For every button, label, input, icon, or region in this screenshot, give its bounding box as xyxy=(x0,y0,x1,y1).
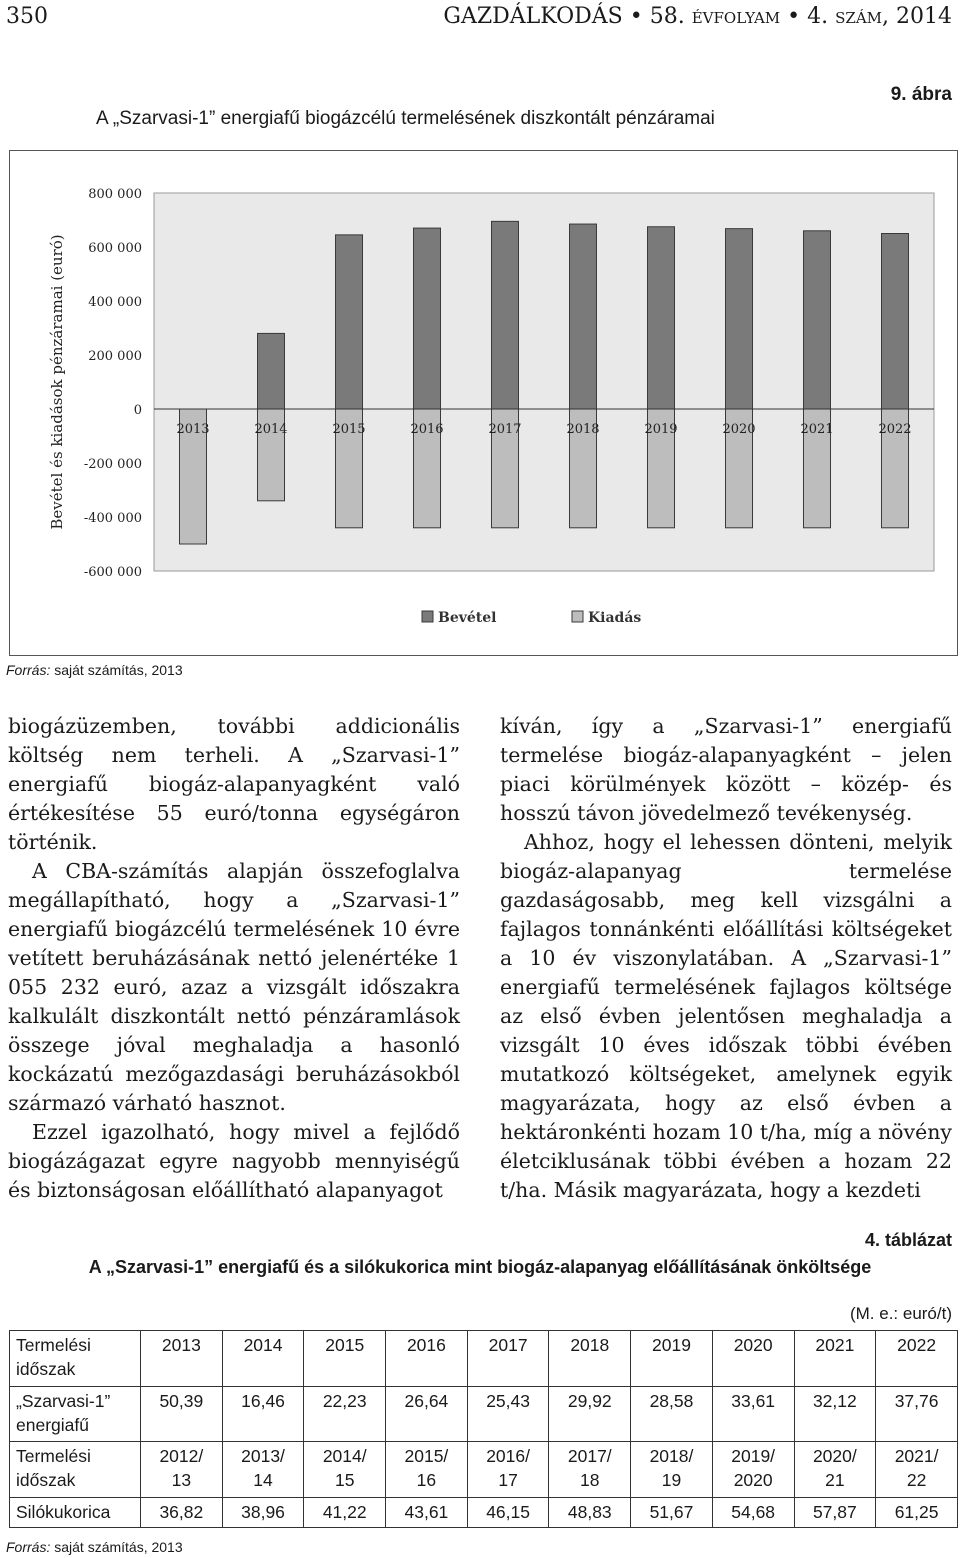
row-label-line: időszak xyxy=(16,1470,76,1491)
cell-line: 2013/ xyxy=(241,1446,285,1467)
row-label xyxy=(10,1331,141,1387)
table-cell xyxy=(876,1442,958,1498)
table-source xyxy=(6,1539,183,1555)
table-cell xyxy=(631,1442,713,1498)
cell-line: 2017/ xyxy=(567,1446,612,1467)
table-cell xyxy=(386,1442,468,1498)
table-cell xyxy=(386,1497,468,1527)
cell-line: 2012/ xyxy=(159,1446,204,1467)
table-cell xyxy=(304,1386,386,1442)
cell-line: 17 xyxy=(498,1470,518,1491)
bar-bevétel xyxy=(804,231,831,409)
y-tick-label: -600 000 xyxy=(83,565,142,580)
row-label xyxy=(10,1442,141,1498)
row-label-line: Silókukorica xyxy=(16,1501,111,1522)
table-cell xyxy=(631,1386,713,1442)
journal-volume: 58. évfolyam xyxy=(649,4,781,29)
paragraph: biogázüzemben, további addicionális költség nem terheli. A „Szarvasi-1” energiafű biogáz-alapanyagként való értékesítése 55 euró/tonna egységáron történik. xyxy=(8,714,460,854)
cell-line: 2014/ xyxy=(322,1446,367,1467)
cell-line: 2016/ xyxy=(486,1446,530,1467)
x-tick-label: 2016 xyxy=(410,422,444,437)
cell-line: 2021 xyxy=(815,1335,855,1355)
journal-header xyxy=(443,4,952,29)
cell-line: 21 xyxy=(825,1470,845,1491)
x-tick-label: 2014 xyxy=(254,422,288,437)
cell-line: 14 xyxy=(253,1470,273,1491)
table-title: A „Szarvasi-1” energiafű és a silókukorica mint biogáz-alapanyag előállításának önköltsége xyxy=(88,1257,872,1277)
table-cell xyxy=(222,1442,304,1498)
cell-line: 22,23 xyxy=(322,1390,367,1411)
table-cell xyxy=(304,1331,386,1387)
legend-label: Kiadás xyxy=(588,610,642,626)
bar-bevétel xyxy=(726,229,753,409)
cell-line: 36,82 xyxy=(159,1501,204,1522)
y-tick-label: 800 000 xyxy=(88,187,142,202)
y-tick-label: -400 000 xyxy=(83,511,142,526)
table-row xyxy=(10,1331,958,1387)
legend-label: Bevétel xyxy=(438,610,497,626)
bar-bevétel xyxy=(492,221,519,409)
table-cell xyxy=(549,1442,631,1498)
table-cell xyxy=(712,1497,794,1527)
table-row xyxy=(10,1386,958,1442)
cell-line: 37,76 xyxy=(894,1390,939,1411)
table-cell xyxy=(794,1331,876,1387)
table-cell xyxy=(549,1497,631,1527)
figure-title: A „Szarvasi-1” energiafű biogázcélú termelésének diszkontált pénzáramai xyxy=(96,108,715,129)
table-cell xyxy=(222,1386,304,1442)
paragraph: Ezzel igazolható, hogy mivel a fejlődő biogázágazat egyre nagyobb mennyiségű és biztonságosan előállítható alapanyagot xyxy=(8,1120,460,1202)
bar-chart xyxy=(10,151,957,655)
cell-line: 48,83 xyxy=(567,1501,612,1522)
table-cell xyxy=(712,1442,794,1498)
cell-line: 61,25 xyxy=(894,1501,939,1522)
journal-name: GAZDÁLKODÁS xyxy=(443,4,623,29)
chart-frame xyxy=(9,150,958,656)
cell-line: 2015 xyxy=(325,1335,365,1355)
figure-source-text: saját számítás, 2013 xyxy=(54,662,183,678)
table-cell xyxy=(222,1331,304,1387)
y-tick-label: 0 xyxy=(133,403,142,418)
cell-line: 15 xyxy=(334,1470,355,1491)
table-cell xyxy=(467,1442,549,1498)
figure-source xyxy=(6,662,183,678)
cell-line: 22 xyxy=(906,1470,927,1491)
x-tick-label: 2018 xyxy=(566,422,600,437)
row-label-line: energiafű xyxy=(16,1414,89,1435)
legend-swatch xyxy=(422,611,433,622)
journal-issue: 4. szám, 2014 xyxy=(807,4,952,29)
x-tick-label: 2021 xyxy=(800,422,834,437)
table-cell xyxy=(712,1386,794,1442)
table-cell xyxy=(631,1331,713,1387)
cell-line: 38,96 xyxy=(241,1501,285,1522)
table-cell xyxy=(876,1497,958,1527)
paragraph: Ahhoz, hogy el lehessen dönteni, melyik biogáz-alapanyag termelése gazdaságosabb, meg kell vizsgálni a fajlagos tonnánkénti előállítási költségeket a 10 év viszonylatában. A „Szarvasi-1” energiafű termelésének fajlagos költsége az első évben jelentősen meghaladja a vizsgált 10 éves időszak többi évében mutatkozó költségeket, amelynek egyik magyarázata, hogy az első évben a hektáronkénti hozam 10 t/ha, míg a növény életciklusának többi évében a hozam 22 t/ha. Másik magyarázata, hogy a kezdeti xyxy=(500,830,952,1202)
page-number: 350 xyxy=(6,4,48,29)
row-label xyxy=(10,1386,141,1442)
cell-line: 50,39 xyxy=(159,1390,204,1411)
cell-line: 2013 xyxy=(161,1335,201,1355)
table-cell xyxy=(304,1497,386,1527)
table-cell xyxy=(712,1331,794,1387)
x-tick-label: 2019 xyxy=(644,422,678,437)
cell-line: 43,61 xyxy=(404,1501,449,1522)
x-tick-label: 2022 xyxy=(878,422,912,437)
cell-line: 54,68 xyxy=(731,1501,776,1522)
bar-bevétel xyxy=(882,234,909,410)
cell-line: 2018/ xyxy=(649,1446,694,1467)
cell-line: 2014 xyxy=(243,1335,283,1355)
table-cell xyxy=(549,1386,631,1442)
cell-line: 2020 xyxy=(733,1335,773,1355)
y-tick-label: 600 000 xyxy=(88,241,142,256)
cell-line: 2022 xyxy=(897,1335,937,1355)
table-cell xyxy=(876,1386,958,1442)
bar-bevétel xyxy=(570,224,597,409)
cell-line: 2017 xyxy=(488,1335,528,1355)
table-row xyxy=(10,1497,958,1527)
x-tick-label: 2015 xyxy=(332,422,366,437)
x-tick-label: 2013 xyxy=(176,422,210,437)
cost-table xyxy=(9,1330,958,1528)
y-tick-label: 200 000 xyxy=(88,349,142,364)
cell-line: 16,46 xyxy=(241,1390,285,1411)
cell-line: 32,12 xyxy=(812,1390,857,1411)
header-bullet: • xyxy=(629,4,643,29)
table-cell xyxy=(794,1497,876,1527)
row-label-line: időszak xyxy=(16,1359,76,1379)
table-cell xyxy=(631,1497,713,1527)
cell-line: 2020/ xyxy=(812,1446,857,1467)
left-column xyxy=(8,712,460,1205)
table-row xyxy=(10,1442,958,1498)
paragraph: A CBA-számítás alapján összefoglalva megállapítható, hogy a „Szarvasi-1” energiafű biogázcélú termelésének 10 évre vetített beruházásának nettó jelenértéke 1 055 232 euró, azaz a vizsgált időszakra kalkulált diszkontált nettó pénzáramlások összege jóval meghaladja a hasonló kockázatú mezőgazdasági beruházásokból származó várható hasznot. xyxy=(8,859,460,1115)
cell-line: 46,15 xyxy=(486,1501,530,1522)
table-cell xyxy=(467,1331,549,1387)
table-cell xyxy=(222,1497,304,1527)
table-cell xyxy=(876,1331,958,1387)
cell-line: 26,64 xyxy=(404,1390,449,1411)
row-label xyxy=(10,1497,141,1527)
table-cell xyxy=(386,1331,468,1387)
cell-line: 2018 xyxy=(570,1335,610,1355)
table-cell xyxy=(467,1386,549,1442)
header-bullet: • xyxy=(787,4,801,29)
bar-bevétel xyxy=(336,235,363,409)
cell-line: 2015/ xyxy=(404,1446,449,1467)
cell-line: 41,22 xyxy=(322,1501,367,1522)
table-cell xyxy=(141,1386,223,1442)
cell-line: 28,58 xyxy=(649,1390,694,1411)
table-cell xyxy=(141,1331,223,1387)
legend-swatch xyxy=(572,611,583,622)
table-cell xyxy=(141,1442,223,1498)
right-column xyxy=(500,712,952,1205)
cell-line: 2019/ xyxy=(731,1446,776,1467)
bar-bevétel xyxy=(414,228,441,409)
x-tick-label: 2020 xyxy=(722,422,756,437)
cell-line: 57,87 xyxy=(812,1501,857,1522)
cell-line: 33,61 xyxy=(731,1390,776,1411)
table-cell xyxy=(304,1442,386,1498)
cell-line: 51,67 xyxy=(649,1501,694,1522)
cell-line: 29,92 xyxy=(567,1390,612,1411)
paragraph: kíván, így a „Szarvasi-1” energiafű termelése biogáz-alapanyagként – jelen piaci körülmények között – közép- és hosszú távon jövedelmező tevékenység. xyxy=(500,714,952,825)
row-label-line: Termelési xyxy=(16,1446,91,1467)
cell-line: 25,43 xyxy=(486,1390,530,1411)
y-tick-label: 400 000 xyxy=(88,295,142,310)
figure-label: 9. ábra xyxy=(890,84,952,105)
cell-line: 13 xyxy=(171,1470,192,1491)
cell-line: 2016 xyxy=(406,1335,446,1355)
table-unit: (M. e.: euró/t) xyxy=(849,1304,952,1323)
cell-line: 2020 xyxy=(733,1470,773,1491)
cell-line: 2021/ xyxy=(894,1446,939,1467)
table-cell xyxy=(467,1497,549,1527)
cell-line: 2019 xyxy=(652,1335,691,1355)
bar-bevétel xyxy=(258,333,285,409)
table-cell xyxy=(141,1497,223,1527)
table-source-text: saját számítás, 2013 xyxy=(54,1539,183,1555)
y-tick-label: -200 000 xyxy=(83,457,142,472)
cell-line: 18 xyxy=(580,1470,600,1491)
table-cell xyxy=(794,1386,876,1442)
table-source-label: Forrás: xyxy=(6,1539,51,1555)
table-cell xyxy=(386,1386,468,1442)
cell-line: 16 xyxy=(416,1470,437,1491)
figure-source-label: Forrás: xyxy=(6,662,51,678)
bar-bevétel xyxy=(648,227,675,409)
cell-line: 19 xyxy=(661,1470,682,1491)
x-tick-label: 2017 xyxy=(488,422,522,437)
table-cell xyxy=(549,1331,631,1387)
table-label: 4. táblázat xyxy=(864,1230,952,1250)
row-label-line: „Szarvasi-1” xyxy=(16,1390,111,1411)
row-label-line: Termelési xyxy=(16,1335,91,1355)
y-axis-label: Bevétel és kiadások pénzáramai (euró) xyxy=(48,234,66,530)
table-cell xyxy=(794,1442,876,1498)
